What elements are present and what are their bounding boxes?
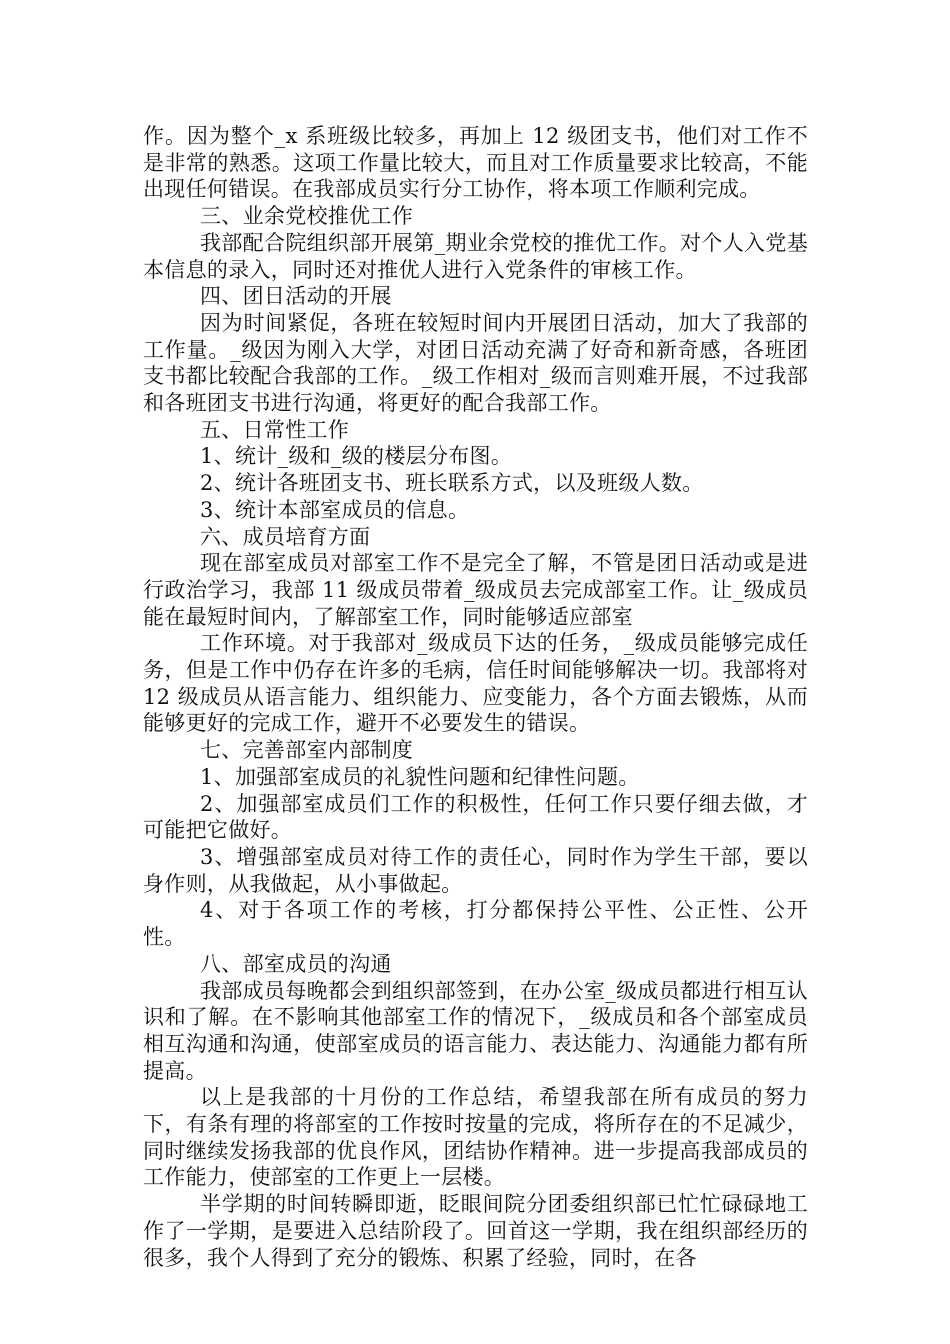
list-item: 3、增强部室成员对待工作的责任心，同时作为学生干部，要以身作则，从我做起，从小事做起。 (143, 844, 808, 896)
list-item: 1、加强部室成员的礼貌性问题和纪律性问题。 (200, 764, 640, 789)
section-heading: 四、团日活动的开展 (200, 284, 392, 309)
section-heading: 八、部室成员的沟通 (200, 951, 392, 976)
list-item: 1、统计_级和_级的楼层分布图。 (200, 444, 513, 469)
list-item: 3、统计本部室成员的信息。 (200, 497, 470, 522)
paragraph: 现在部室成员对部室工作不是完全了解，不管是团日活动或是进行政治学习，我部 11 级成员带着_级成员去完成部室工作。让_级成员能在最短时间内，了解部室工作，同时能够适应部室 (143, 551, 808, 629)
section-heading: 六、成员培育方面 (200, 524, 371, 549)
paragraph: 我部配合院组织部开展第_期业余党校的推优工作。对个人入党基本信息的录入，同时还对推优人进行入党条件的审核工作。 (143, 230, 808, 282)
paragraph: 以上是我部的十月份的工作总结，希望我部在所有成员的努力下，有条有理的将部室的工作按时按量的完成，将所存在的不足减少，同时继续发扬我部的优良作风，团结协作精神。进一步提高我部成员的工作能力，使部室的工作更上一层楼。 (143, 1085, 808, 1190)
section-heading: 五、日常性工作 (200, 417, 350, 442)
list-item: 2、加强部室成员们工作的积极性，任何工作只要仔细去做，才可能把它做好。 (143, 791, 808, 843)
paragraph-continuation: 作。因为整个_x 系班级比较多，再加上 12 级团支书，他们对工作不是非常的熟悉。这项工作量比较大，而且对工作质量要求比较高，不能出现任何错误。在我部成员实行分工协作，将本项工作顺利完成。 (143, 124, 808, 202)
paragraph: 半学期的时间转瞬即逝，眨眼间院分团委组织部已忙忙碌碌地工作了一学期，是要进入总结阶段了。回首这一学期，我在组织部经历的很多，我个人得到了充分的锻炼、积累了经验，同时，在各 (143, 1192, 808, 1270)
paragraph: 工作环境。对于我部对_级成员下达的任务，_级成员能够完成任务，但是工作中仍存在许多的毛病，信任时间能够解决一切。我部将对 12 级成员从语言能力、组织能力、应变能力，各个方面去锻炼，从而能够更好的完成工作，避开不必要发生的错误。 (143, 631, 808, 736)
section-heading: 三、业余党校推优工作 (200, 204, 413, 229)
paragraph: 我部成员每晚都会到组织部签到，在办公室_级成员都进行相互认识和了解。在不影响其他部室工作的情况下，_级成员和各个部室成员相互沟通和沟通，使部室成员的语言能力、表达能力、沟通能力都有所提高。 (143, 978, 808, 1083)
section-heading: 七、完善部室内部制度 (200, 738, 413, 763)
list-item: 4、对于各项工作的考核，打分都保持公平性、公正性、公开性。 (143, 898, 808, 950)
list-item: 2、统计各班团支书、班长联系方式，以及班级人数。 (200, 471, 704, 496)
document-body (143, 123, 808, 1271)
paragraph: 因为时间紧促，各班在较短时间内开展团日活动，加大了我部的工作量。_级因为刚入大学，对团日活动充满了好奇和新奇感，各班团支书都比较配合我部的工作。_级工作相对_级而言则难开展，不过我部和各班团支书进行沟通，将更好的配合我部工作。 (143, 310, 808, 416)
